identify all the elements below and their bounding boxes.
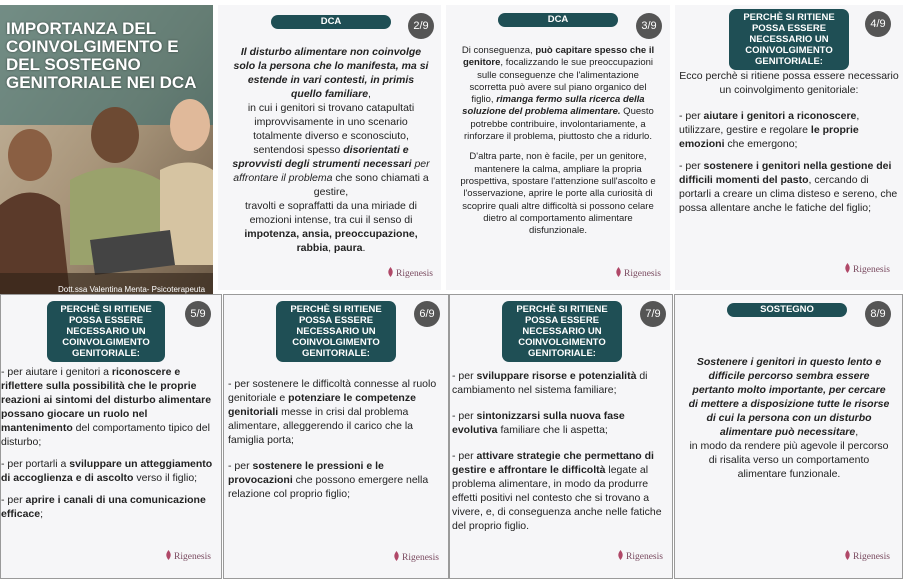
body-emphasis: le proprie emozioni xyxy=(679,124,859,150)
body-text: - per xyxy=(679,160,704,172)
slide-header: PERCHÈ SI RITIENE POSSA ESSERE NECESSARIO UN COINVOLGIMENTO GENITORIALE: xyxy=(502,301,622,362)
body-text: Questo potrebbe contribuire, involontariamente, a rinforzare il problema, piuttosto che a ridurlo. xyxy=(464,106,654,143)
flame-icon xyxy=(616,550,625,560)
body-emphasis: potenziare le competenze genitoriali xyxy=(228,392,416,418)
body-emphasis: sviluppare risorse e potenzialità xyxy=(476,370,637,382)
body-text: - per xyxy=(452,450,477,462)
body-emphasis: Il disturbo alimentare non coinvolge solo la persona che lo manifesta, ma si estende in vari contesti, in primis quello familiare xyxy=(233,46,429,100)
flame-icon xyxy=(843,263,852,273)
slide-header: DCA xyxy=(271,15,391,29)
body-text: messe in crisi dal problema alimentare, alleggerendo il carico che la famiglia porta; xyxy=(228,406,414,446)
slide-body xyxy=(460,45,656,245)
body-emphasis: sostenere i genitori nella gestione dei difficili momenti del pasto xyxy=(679,160,892,186)
body-text: di cambiamento nel sistema familiare; xyxy=(452,370,648,396)
body-text: - per xyxy=(679,110,704,122)
body-emphasis: aiutare i genitori a riconoscere xyxy=(703,110,857,122)
rigenesis-logo: Rigenesis xyxy=(616,550,663,562)
cover-title: IMPORTANZA DEL COINVOLGIMENTO E DEL SOSTEGNO GENITORIALE NEI DCA xyxy=(6,19,197,92)
slide-body xyxy=(1,365,219,529)
body-text: in modo da rendere più agevole il percorso di risalita verso un comportamento alimentare funzionale. xyxy=(689,440,889,480)
slide-body xyxy=(452,369,670,541)
body-intro: Ecco perchè si ritiene possa essere necessario un coinvolgimento genitoriale: xyxy=(679,70,899,96)
body-emphasis: sintonizzarsi sulla nuova fase evolutiva xyxy=(452,410,625,436)
body-emphasis: Sostenere i genitori in questo lento e difficile percorso sembra essere pertanto molto importante, per cercare di mettere a disposizione tutte le risorse di cui la persona con un disturbo alimentare può necessitare xyxy=(688,356,890,438)
page-number-badge: 3/9 xyxy=(636,13,662,39)
rigenesis-logo: Rigenesis xyxy=(614,267,661,279)
page-number-badge: 6/9 xyxy=(414,301,440,327)
rigenesis-logo: Rigenesis xyxy=(386,267,433,279)
slide-header: SOSTEGNO xyxy=(727,303,847,317)
body-text: per xyxy=(411,158,430,170)
slide-3 xyxy=(446,5,670,290)
cover-credit: Dott.ssa Valentina Menta- Psicoterapeuta xyxy=(58,285,206,294)
flame-icon xyxy=(392,551,401,561)
flame-icon xyxy=(843,550,852,560)
flame-icon xyxy=(614,267,623,277)
slide-body xyxy=(687,355,891,481)
body-text: che possono emergere nella relazione col proprio figlio; xyxy=(228,474,429,500)
slide-6 xyxy=(223,294,449,579)
page-number-badge: 8/9 xyxy=(865,301,891,327)
body-emphasis: attivare strategie che permettano di gestire e affrontare le difficoltà xyxy=(452,450,654,476)
body-text: travolti e sopraffatti da una miriade di emozioni intense, tra cui il senso di xyxy=(245,200,417,226)
page-number-badge: 2/9 xyxy=(408,13,434,39)
body-text: - per sostenere le difficoltà connesse al ruolo genitoriale e xyxy=(228,378,437,404)
body-text: . xyxy=(362,242,366,254)
body-text: - per portarli a xyxy=(1,458,70,470)
body-text: - per xyxy=(452,370,477,382)
body-emphasis: sviluppare un atteggiamento di accoglienza e di ascolto xyxy=(1,458,213,484)
body-text: , xyxy=(368,88,371,100)
body-text: in cui i genitori si trovano catapultati improvvisamente in uno scenario totalmente diverso e sconosciuto, sentendosi spesso xyxy=(247,102,415,156)
rigenesis-logo: Rigenesis xyxy=(843,550,890,562)
slide-7 xyxy=(449,294,673,579)
body-text: Di conseguenza, xyxy=(461,45,536,56)
slide-body xyxy=(232,45,430,255)
slide-header: PERCHÈ SI RITIENE POSSA ESSERE NECESSARIO UN COINVOLGIMENTO GENITORIALE: xyxy=(276,301,396,362)
body-emphasis: paura xyxy=(333,242,363,254)
body-text: - per aiutare i genitori a xyxy=(1,366,112,378)
rigenesis-logo: Rigenesis xyxy=(392,551,439,563)
body-emphasis: può capitare spesso che il genitore xyxy=(462,45,655,69)
body-text: che emergono; xyxy=(724,138,798,150)
slide-body xyxy=(679,69,899,223)
body-text: legate al problema alimentare, in modo da produrre effetti positivi nel contesto che si trovano a vivere, e, di conseguenza anche nelle fatiche del proprio figlio. xyxy=(452,464,662,532)
flame-icon xyxy=(386,267,395,277)
page-number-badge: 4/9 xyxy=(865,11,891,37)
body-text: che sono chiamati a gestire, xyxy=(313,172,429,198)
slide-header: DCA xyxy=(498,13,618,27)
page-number-badge: 7/9 xyxy=(640,301,666,327)
rigenesis-logo: Rigenesis xyxy=(164,550,211,562)
body-text: - per xyxy=(1,494,26,506)
body-text: affrontare il problema xyxy=(233,172,333,184)
slide-4 xyxy=(675,5,903,290)
rigenesis-logo: Rigenesis xyxy=(843,263,890,275)
slide-5 xyxy=(0,294,222,579)
body-text: , utilizzare, gestire e regolare xyxy=(679,110,860,136)
slide-header: PERCHÈ SI RITIENE POSSA ESSERE NECESSARIO UN COINVOLGIMENTO GENITORIALE: xyxy=(729,9,849,70)
body-emphasis: disorientati e sprovvisti degli strumenti necessari xyxy=(232,144,412,170)
body-text: , focalizzando le sue preoccupazioni sulle conseguenze che l'alimentazione scorretta può avere sul piano organico del figlio, xyxy=(469,57,654,106)
slide-body xyxy=(228,377,448,509)
body-text: ; xyxy=(40,508,44,520)
body-text: D'altra parte, non è facile, per un genitore, mantenere la calma, ampliare la propria prospettiva, spostare l'attenzione sull'ascolto e l'osservazione, aprire le porte alla curiosità di scoprire quali altre difficoltà si possono celare dietro al comportamento alimentare disfunzionale. xyxy=(460,151,656,237)
slide-2 xyxy=(218,5,441,290)
flame-icon xyxy=(164,550,173,560)
body-text: del comportamento tipico del disturbo; xyxy=(1,422,210,448)
body-text: , cercando di portarli a creare un clima disteso e sereno, che possa allentare anche le fatiche del figlio; xyxy=(679,174,898,214)
body-emphasis: impotenza, ansia, preoccupazione, rabbia xyxy=(244,228,418,254)
body-emphasis: sostenere le pressioni e le provocazioni xyxy=(228,460,384,486)
body-text: , xyxy=(328,242,334,254)
body-text: , xyxy=(855,426,859,438)
slide-cover xyxy=(0,5,213,295)
body-text: familiare che li aspetta; xyxy=(497,424,608,436)
body-emphasis: riconoscere e riflettere sulla possibilità che le proprie reazioni ai sintomi del disturbo alimentare possano giocare un ruolo nel mantenimento xyxy=(1,366,212,434)
slide-8 xyxy=(674,294,903,579)
body-emphasis: rimanga fermo sulla ricerca della soluzione del problema alimentare. xyxy=(462,94,645,118)
body-text: - per xyxy=(452,410,477,422)
body-text: - per xyxy=(228,460,253,472)
slide-header: PERCHÈ SI RITIENE POSSA ESSERE NECESSARIO UN COINVOLGIMENTO GENITORIALE: xyxy=(47,301,165,362)
body-text: verso il figlio; xyxy=(133,472,198,484)
body-emphasis: aprire i canali di una comunicazione efficace xyxy=(1,494,206,520)
page-number-badge: 5/9 xyxy=(185,301,211,327)
